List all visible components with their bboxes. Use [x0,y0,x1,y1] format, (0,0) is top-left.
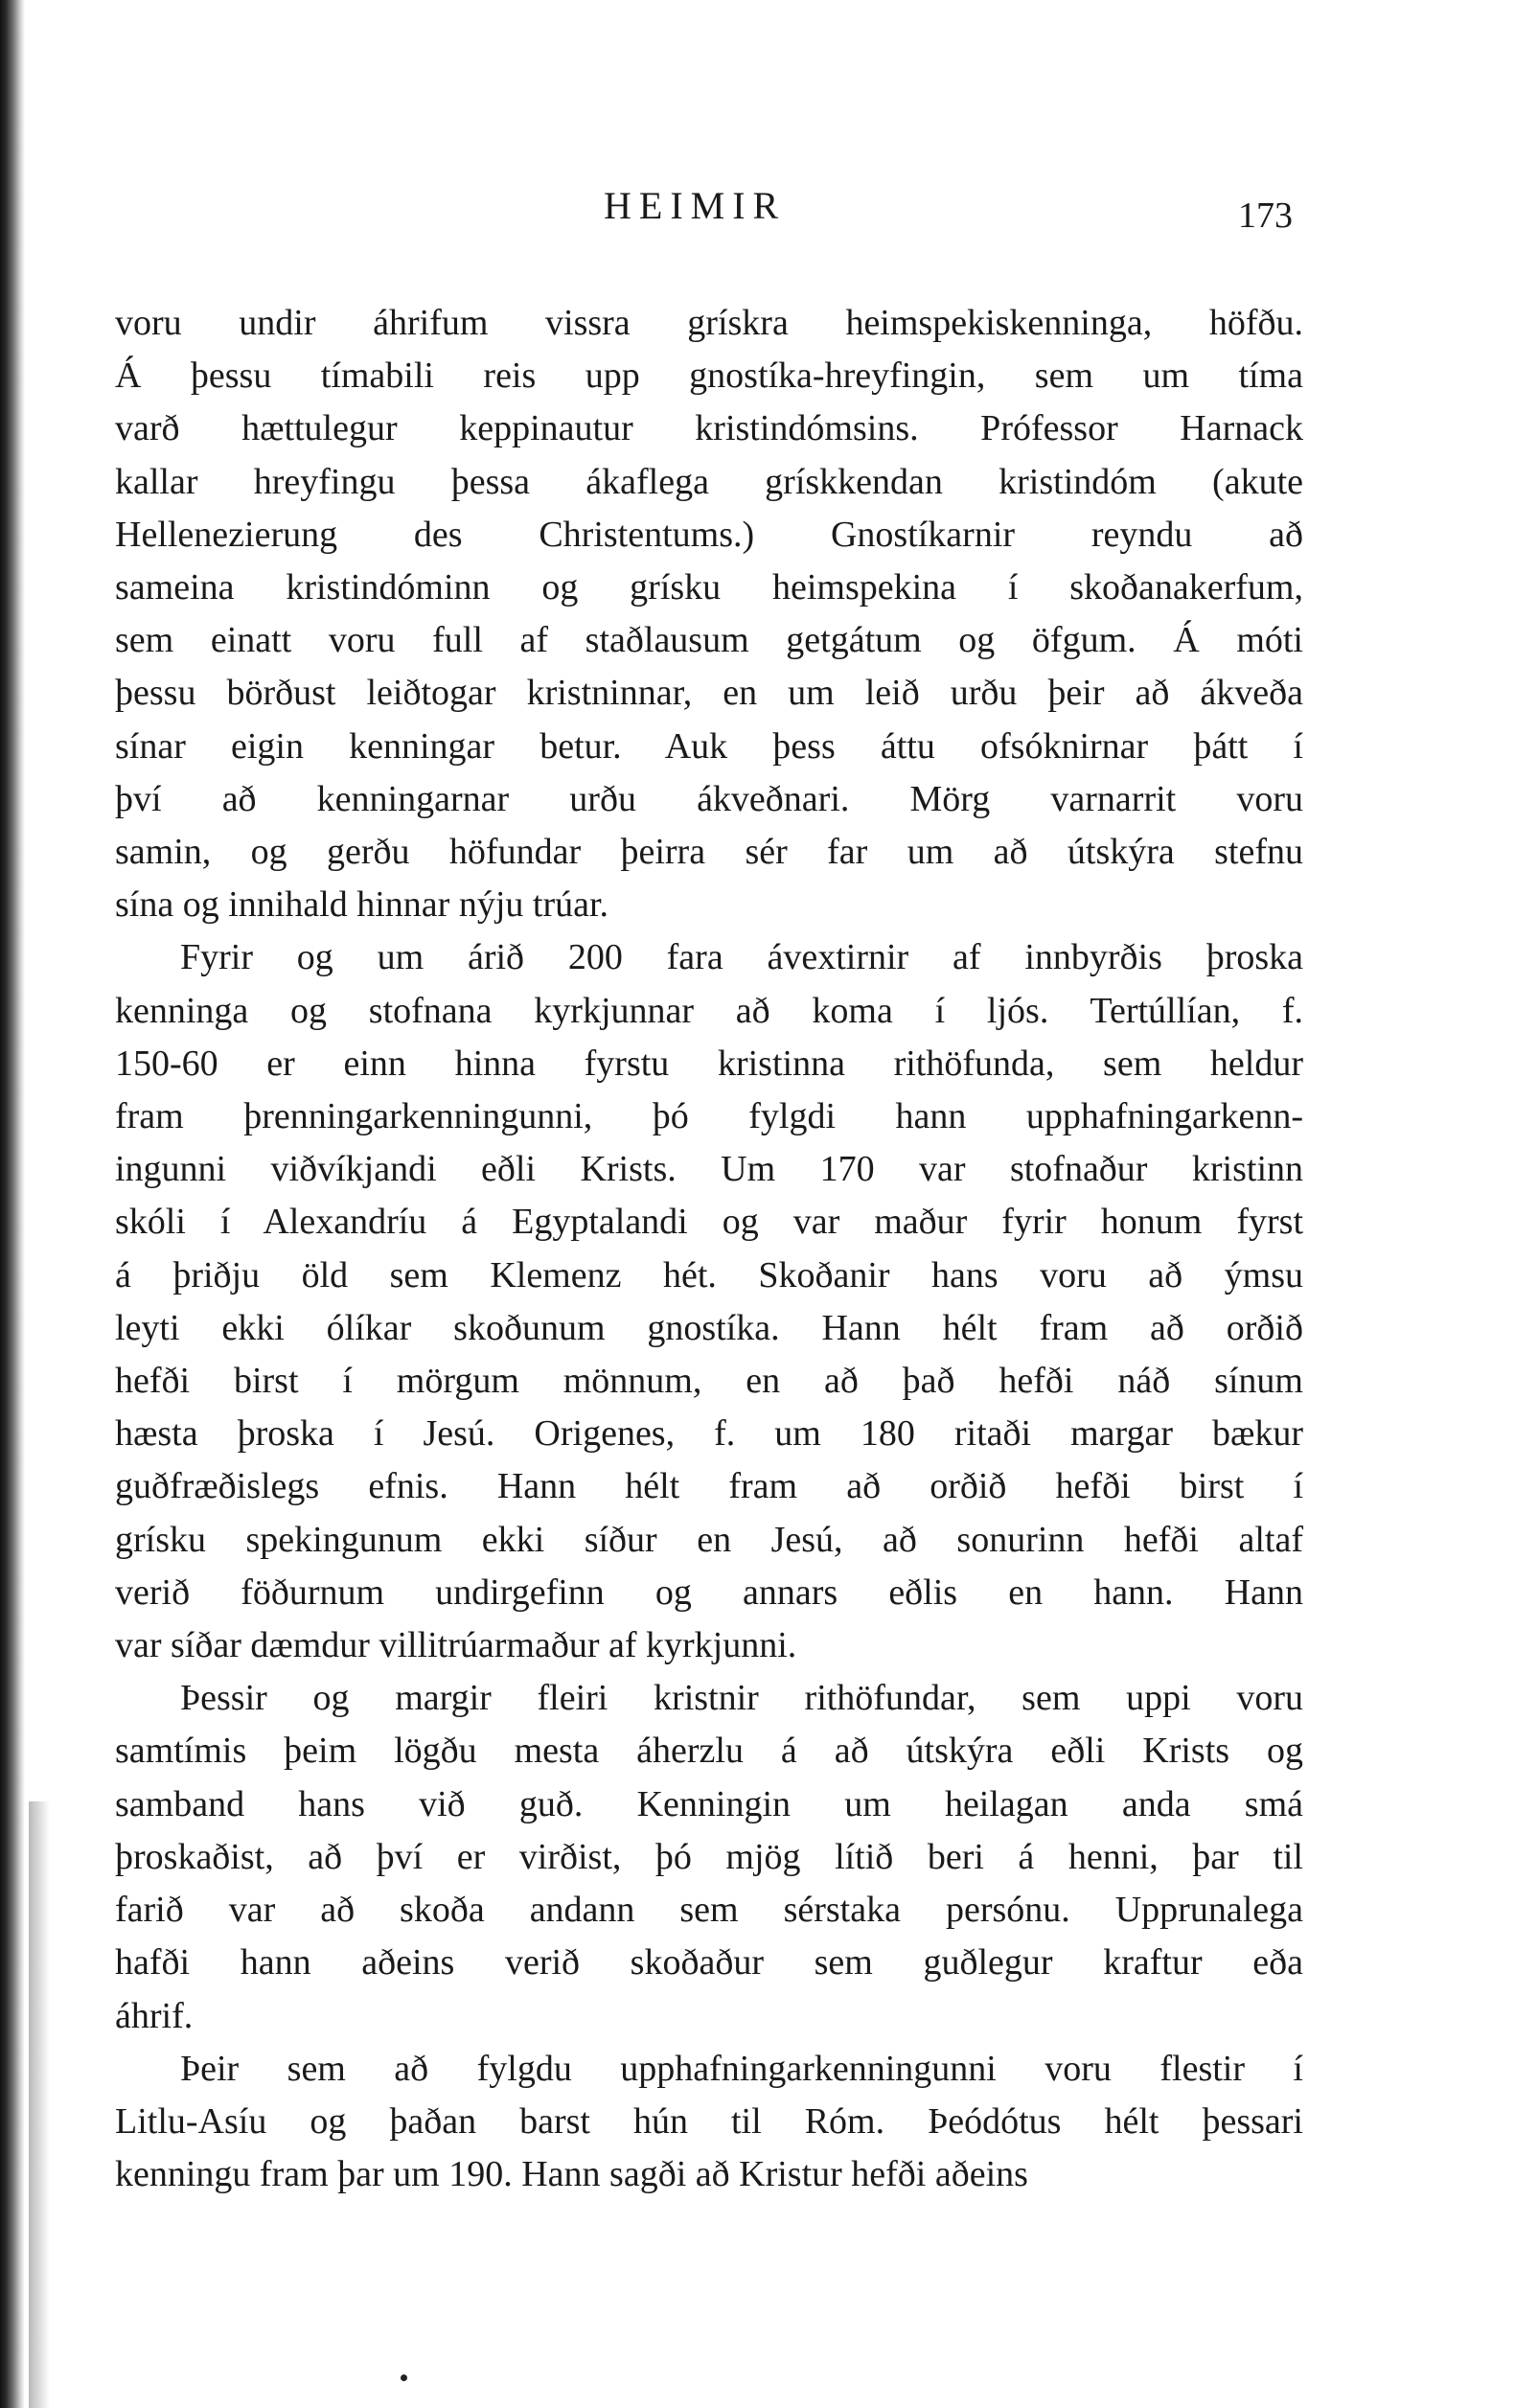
text-line: grísku spekingunum ekki síður en Jesú, að sonurinn hefði altaf [115,1519,1303,1560]
text-line: skóli í Alexandríu á Egyptalandi og var maður fyrir honum fyrst [115,1202,1303,1243]
scan-shadow [29,1801,50,2408]
paragraph [115,1672,1303,2042]
page-number: 173 [1238,195,1293,236]
text-line: kallar hreyfingu þessa ákaflega grískkendan kristindóm (akute [115,461,1303,502]
text-line: var síðar dæmdur villitrúarmaður af kyrkjunni. [115,1625,797,1666]
paragraph [115,2043,1303,2202]
text-line: ingunni viðvíkjandi eðli Krists. Um 170 var stofnaður kristinn [115,1149,1303,1190]
text-line: hæsta þroska í Jesú. Origenes, f. um 180 ritaði margar bækur [115,1413,1303,1455]
running-head [0,177,1515,235]
text-line: sínar eigin kenningar betur. Auk þess áttu ofsóknirnar þátt í [115,725,1303,767]
text-line: því að kenningarnar urðu ákveðnari. Mörg varnarrit voru [115,778,1303,819]
text-line: þessu börðust leiðtogar kristninnar, en um leið urðu þeir að ákveða [115,673,1303,714]
text-line: Litlu-Asíu og þaðan barst hún til Róm. Þeódótus hélt þessari [115,2100,1303,2142]
paragraph [115,297,1303,931]
text-line: Þeir sem að fylgdu upphafningarkenningunni voru flestir í [180,2048,1303,2089]
running-title: HEIMIR [604,184,787,227]
text-line: samin, og gerðu höfundar þeirra sér far um að útskýra stefnu [115,832,1303,873]
text-line: leyti ekki ólíkar skoðunum gnostíka. Hann hélt fram að orðið [115,1307,1303,1348]
text-line: þroskaðist, að því er virðist, þó mjög lítið beri á henni, þar til [115,1836,1303,1877]
text-line: sem einatt voru full af staðlausum getgátum og öfgum. Á móti [115,620,1303,661]
text-line: áhrif. [115,1995,194,2036]
text-line: samtímis þeim lögðu mesta áherzlu á að útskýra eðli Krists og [115,1731,1303,1772]
text-line: á þriðju öld sem Klemenz hét. Skoðanir hans voru að ýmsu [115,1254,1303,1296]
paragraph [115,931,1303,1672]
text-line: hefði birst í mörgum mönnum, en að það hefði náð sínum [115,1361,1303,1402]
text-line: verið föðurnum undirgefinn og annars eðlis en hann. Hann [115,1571,1303,1613]
text-line: hafði hann aðeins verið skoðaður sem guðlegur kraftur eða [115,1942,1303,1984]
text-line: guðfræðislegs efnis. Hann hélt fram að orðið hefði birst í [115,1466,1303,1507]
text-line: Þessir og margir fleiri kristnir rithöfundar, sem uppi voru [180,1678,1303,1719]
body-text [115,297,1303,2201]
text-line: sameina kristindóminn og grísku heimspekina í skoðanakerfum, [115,567,1303,608]
text-line: samband hans við guð. Kenningin um heilagan anda smá [115,1783,1303,1824]
text-line: 150-60 er einn hinna fyrstu kristinna rithöfunda, sem heldur [115,1043,1303,1084]
page-binding-edge [0,0,25,2408]
text-line: voru undir áhrifum vissra grískra heimspekiskenninga, höfðu. [115,303,1303,343]
text-line: Fyrir og um árið 200 fara ávextirnir af innbyrðis þroska [180,937,1303,978]
text-line: kenningu fram þar um 190. Hann sagði að Kristur hefði aðeins [115,2154,1028,2195]
text-line: Hellenezierung des Christentums.) Gnostíkarnir reyndu að [115,514,1303,555]
ink-speck [401,2374,407,2381]
text-line: kenninga og stofnana kyrkjunnar að koma í ljós. Tertúllían, f. [115,990,1303,1031]
text-line: sína og innihald hinnar nýju trúar. [115,884,609,926]
text-line: varð hættulegur keppinautur kristindómsins. Prófessor Harnack [115,408,1303,449]
text-line: fram þrenningarkenningunni, þó fylgdi hann upphafningarkenn- [115,1096,1303,1137]
text-line: Á þessu tímabili reis upp gnostíka-hreyfingin, sem um tíma [115,355,1303,397]
text-line: farið var að skoða andann sem sérstaka persónu. Upprunalega [115,1890,1303,1931]
